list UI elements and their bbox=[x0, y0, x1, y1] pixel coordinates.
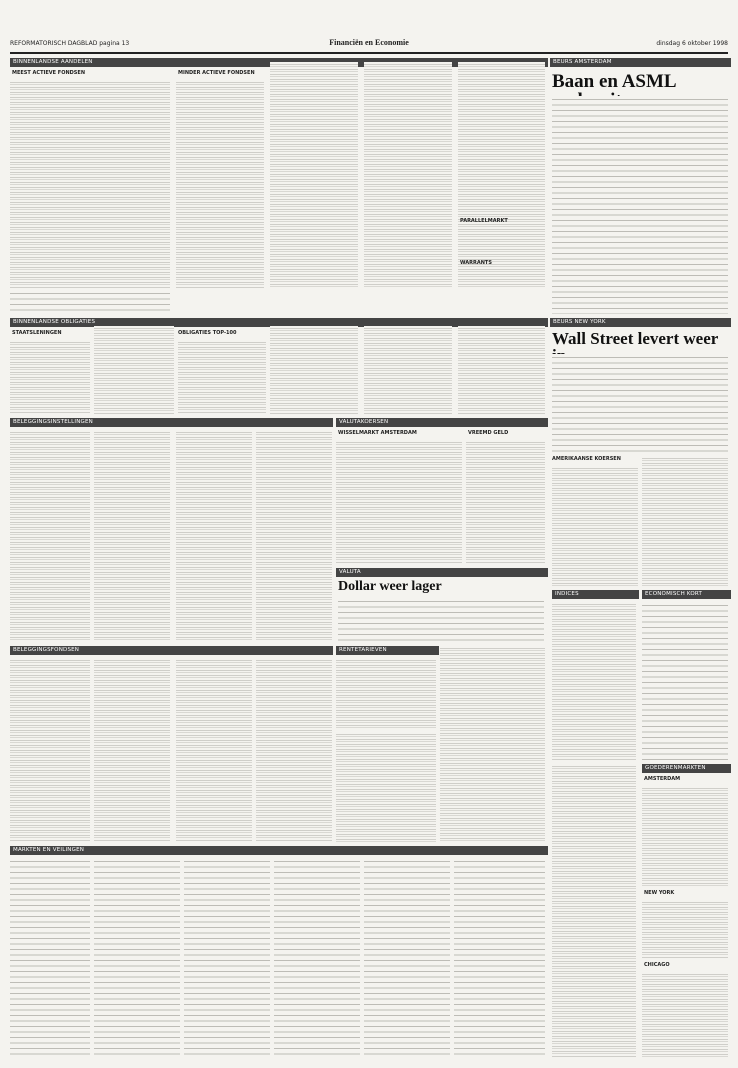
table-rente-extra bbox=[336, 732, 436, 842]
table-beleggingsinstellingen-4 bbox=[256, 430, 332, 642]
table-obligaties-2 bbox=[270, 326, 358, 414]
section-band-aandelen: BINNENLANDSE AANDELEN bbox=[10, 58, 548, 67]
section-heading-vreemd-geld: VREEMD GELD bbox=[468, 430, 509, 436]
footnote-aandelen bbox=[10, 290, 170, 312]
table-amerikaanse-koersen-1 bbox=[552, 466, 638, 586]
label-amsterdam-goederen: AMSTERDAM bbox=[644, 776, 681, 782]
table-wisselmarkt bbox=[336, 440, 462, 564]
label-chicago-goederen: CHICAGO bbox=[644, 962, 670, 968]
table-minder-actief-2 bbox=[270, 62, 358, 288]
label-warrants: WARRANTS bbox=[460, 260, 492, 266]
section-band-economisch-kort: ECONOMISCH KORT bbox=[642, 590, 731, 599]
section-heading-obligaties-top: OBLIGATIES TOP-100 bbox=[178, 330, 237, 336]
section-heading-wisselmarkt: WISSELMARKT AMSTERDAM bbox=[338, 430, 417, 436]
section-band-indices: INDICES bbox=[552, 590, 639, 599]
section-band-valutakoersen: VALUTAKOERSEN bbox=[336, 418, 548, 427]
label-newyork-goederen: NEW YORK bbox=[644, 890, 675, 896]
markten-column-6 bbox=[454, 858, 545, 1058]
table-staatsleningen-2 bbox=[94, 326, 174, 414]
article-body-economisch-kort bbox=[642, 602, 728, 760]
table-valuta-extra bbox=[440, 646, 545, 842]
table-indices-extra bbox=[552, 764, 636, 1058]
section-band-beleggingsinstellingen: BELEGGINGSINSTELLINGEN bbox=[10, 418, 333, 427]
headline-dollar: Dollar weer lager bbox=[338, 579, 442, 594]
table-beleggingsfondsen-1 bbox=[10, 658, 90, 842]
article-body-dollar bbox=[338, 598, 544, 642]
table-amerikaanse-koersen-2 bbox=[642, 456, 728, 586]
table-goederen-amsterdam bbox=[642, 786, 728, 886]
headline-wallstreet: Wall Street levert weer bbox=[552, 329, 718, 348]
table-staatsleningen-1 bbox=[10, 340, 90, 414]
table-aandelen-right bbox=[458, 62, 545, 288]
page-header bbox=[10, 38, 728, 54]
table-beleggingsinstellingen-1 bbox=[10, 430, 90, 642]
headline-asml: Baan en ASML bbox=[552, 71, 676, 92]
table-goederen-newyork bbox=[642, 900, 728, 958]
table-beleggingsfondsen-3 bbox=[176, 658, 252, 842]
section-band-beleggingsfondsen: BELEGGINGSFONDSEN bbox=[10, 646, 333, 655]
section-band-beurs-newyork: BEURS NEW YORK bbox=[550, 318, 731, 327]
table-rentetarieven bbox=[336, 658, 436, 728]
page-date: dinsdag 6 oktober 1998 bbox=[656, 40, 728, 47]
table-actieve-fondsen bbox=[10, 80, 170, 288]
markten-column-1 bbox=[10, 858, 90, 1058]
table-beleggingsfondsen-2 bbox=[94, 658, 170, 842]
markten-column-5 bbox=[364, 858, 450, 1058]
section-band-obligaties: BINNENLANDSE OBLIGATIES bbox=[10, 318, 548, 327]
markten-column-2 bbox=[94, 858, 180, 1058]
section-band-markten: MARKTEN EN VEILINGEN bbox=[10, 846, 548, 855]
table-beleggingsinstellingen-3 bbox=[176, 430, 252, 642]
table-beleggingsinstellingen-2 bbox=[94, 430, 170, 642]
table-obligaties-3 bbox=[364, 326, 452, 414]
section-heading-staatsleningen: STAATSLENINGEN bbox=[12, 330, 62, 336]
section-band-goederenmarkten: GOEDERENMARKTEN bbox=[642, 764, 731, 773]
label-amerikaanse-koersen: AMERIKAANSE KOERSEN bbox=[552, 456, 621, 462]
publication-info: REFORMATORISCH DAGBLAD pagina 13 bbox=[10, 40, 130, 47]
table-minder-actief-1 bbox=[176, 80, 264, 288]
table-obligaties-1 bbox=[178, 340, 266, 414]
section-title: Financiën en Economie bbox=[329, 38, 409, 47]
table-obligaties-4 bbox=[458, 326, 545, 414]
section-heading-minder: MINDER ACTIEVE FONDSEN bbox=[178, 70, 255, 76]
section-heading-actieve: MEEST ACTIEVE FONDSEN bbox=[12, 70, 86, 76]
section-band-rentetarieven: RENTETARIEVEN bbox=[336, 646, 439, 655]
article-body-asml bbox=[552, 96, 728, 314]
table-minder-actief-3 bbox=[364, 62, 452, 288]
markten-column-3 bbox=[184, 858, 270, 1058]
article-body-wallstreet bbox=[552, 354, 728, 452]
table-goederen-chicago bbox=[642, 972, 728, 1058]
section-band-valuta: VALUTA bbox=[336, 568, 548, 577]
markten-column-4 bbox=[274, 858, 360, 1058]
table-vreemd-geld bbox=[466, 440, 545, 564]
table-beleggingsfondsen-4 bbox=[256, 658, 332, 842]
section-band-beurs-amsterdam: BEURS AMSTERDAM bbox=[550, 58, 731, 67]
label-parallelmarkt: PARALLELMARKT bbox=[460, 218, 508, 224]
table-indices bbox=[552, 602, 636, 760]
